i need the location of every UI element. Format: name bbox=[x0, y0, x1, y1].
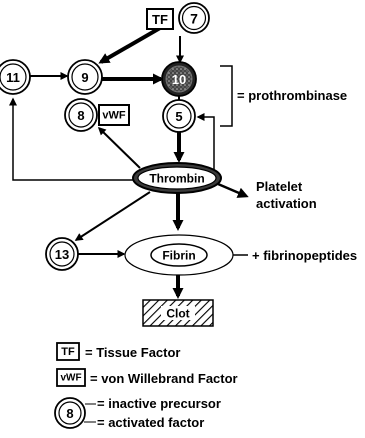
legend-tf-item bbox=[57, 343, 181, 360]
factor-13-label: 13 bbox=[54, 247, 70, 262]
arrow-thrombin-to-5 bbox=[198, 117, 214, 170]
arrow-thrombin-to-platelet bbox=[218, 184, 246, 196]
vwf-label: vWF bbox=[102, 109, 126, 122]
factor-7-node bbox=[179, 3, 209, 33]
tissue-factor-label: TF bbox=[152, 12, 168, 27]
legend bbox=[55, 343, 238, 430]
factor-9-node bbox=[68, 60, 102, 94]
fibrin-label: Fibrin bbox=[162, 248, 196, 263]
factor-5-label: 5 bbox=[175, 109, 183, 124]
platelet-label-line1: Platelet bbox=[256, 179, 303, 194]
legend-tf-text: = Tissue Factor bbox=[85, 345, 181, 360]
factor-10-label: 10 bbox=[171, 72, 187, 87]
clot-box bbox=[143, 300, 213, 326]
vwf-box bbox=[99, 105, 129, 125]
arrow-thrombin-to-8 bbox=[99, 128, 140, 168]
factor-11-node bbox=[0, 60, 30, 94]
factor-13-node bbox=[46, 238, 78, 270]
thrombin-node bbox=[133, 163, 221, 193]
factor-7-label: 7 bbox=[190, 10, 198, 27]
fibrinopeptides-label: + fibrinopeptides bbox=[252, 248, 358, 263]
tissue-factor-box bbox=[147, 9, 173, 29]
factor-8-label: 8 bbox=[77, 108, 85, 123]
legend-activated-text: = activated factor bbox=[97, 415, 205, 430]
factor-10-node bbox=[162, 62, 196, 96]
legend-circle-number: 8 bbox=[66, 406, 74, 421]
legend-vwf-item bbox=[57, 369, 238, 386]
thrombin-label: Thrombin bbox=[149, 171, 205, 186]
fibrin-node bbox=[125, 235, 233, 275]
platelet-label-line2: activation bbox=[256, 196, 317, 211]
factor-9-label: 9 bbox=[81, 70, 89, 85]
factor-5-node bbox=[163, 100, 195, 132]
arrow-thrombin-to-13 bbox=[76, 192, 150, 240]
arrow-tf-to-9 bbox=[101, 28, 160, 62]
factor-11-label: 11 bbox=[6, 70, 20, 85]
legend-circle-item bbox=[55, 396, 221, 430]
legend-vwf-symbol: vWF bbox=[60, 372, 82, 384]
legend-tf-symbol: TF bbox=[61, 346, 75, 358]
legend-vwf-text: = von Willebrand Factor bbox=[90, 371, 238, 386]
clot-label: Clot bbox=[166, 306, 190, 321]
prothrombinase-bracket bbox=[220, 66, 232, 126]
prothrombinase-label: = prothrombinase bbox=[237, 88, 348, 103]
factor-8-node bbox=[65, 99, 97, 131]
legend-inactive-text: = inactive precursor bbox=[97, 396, 221, 411]
